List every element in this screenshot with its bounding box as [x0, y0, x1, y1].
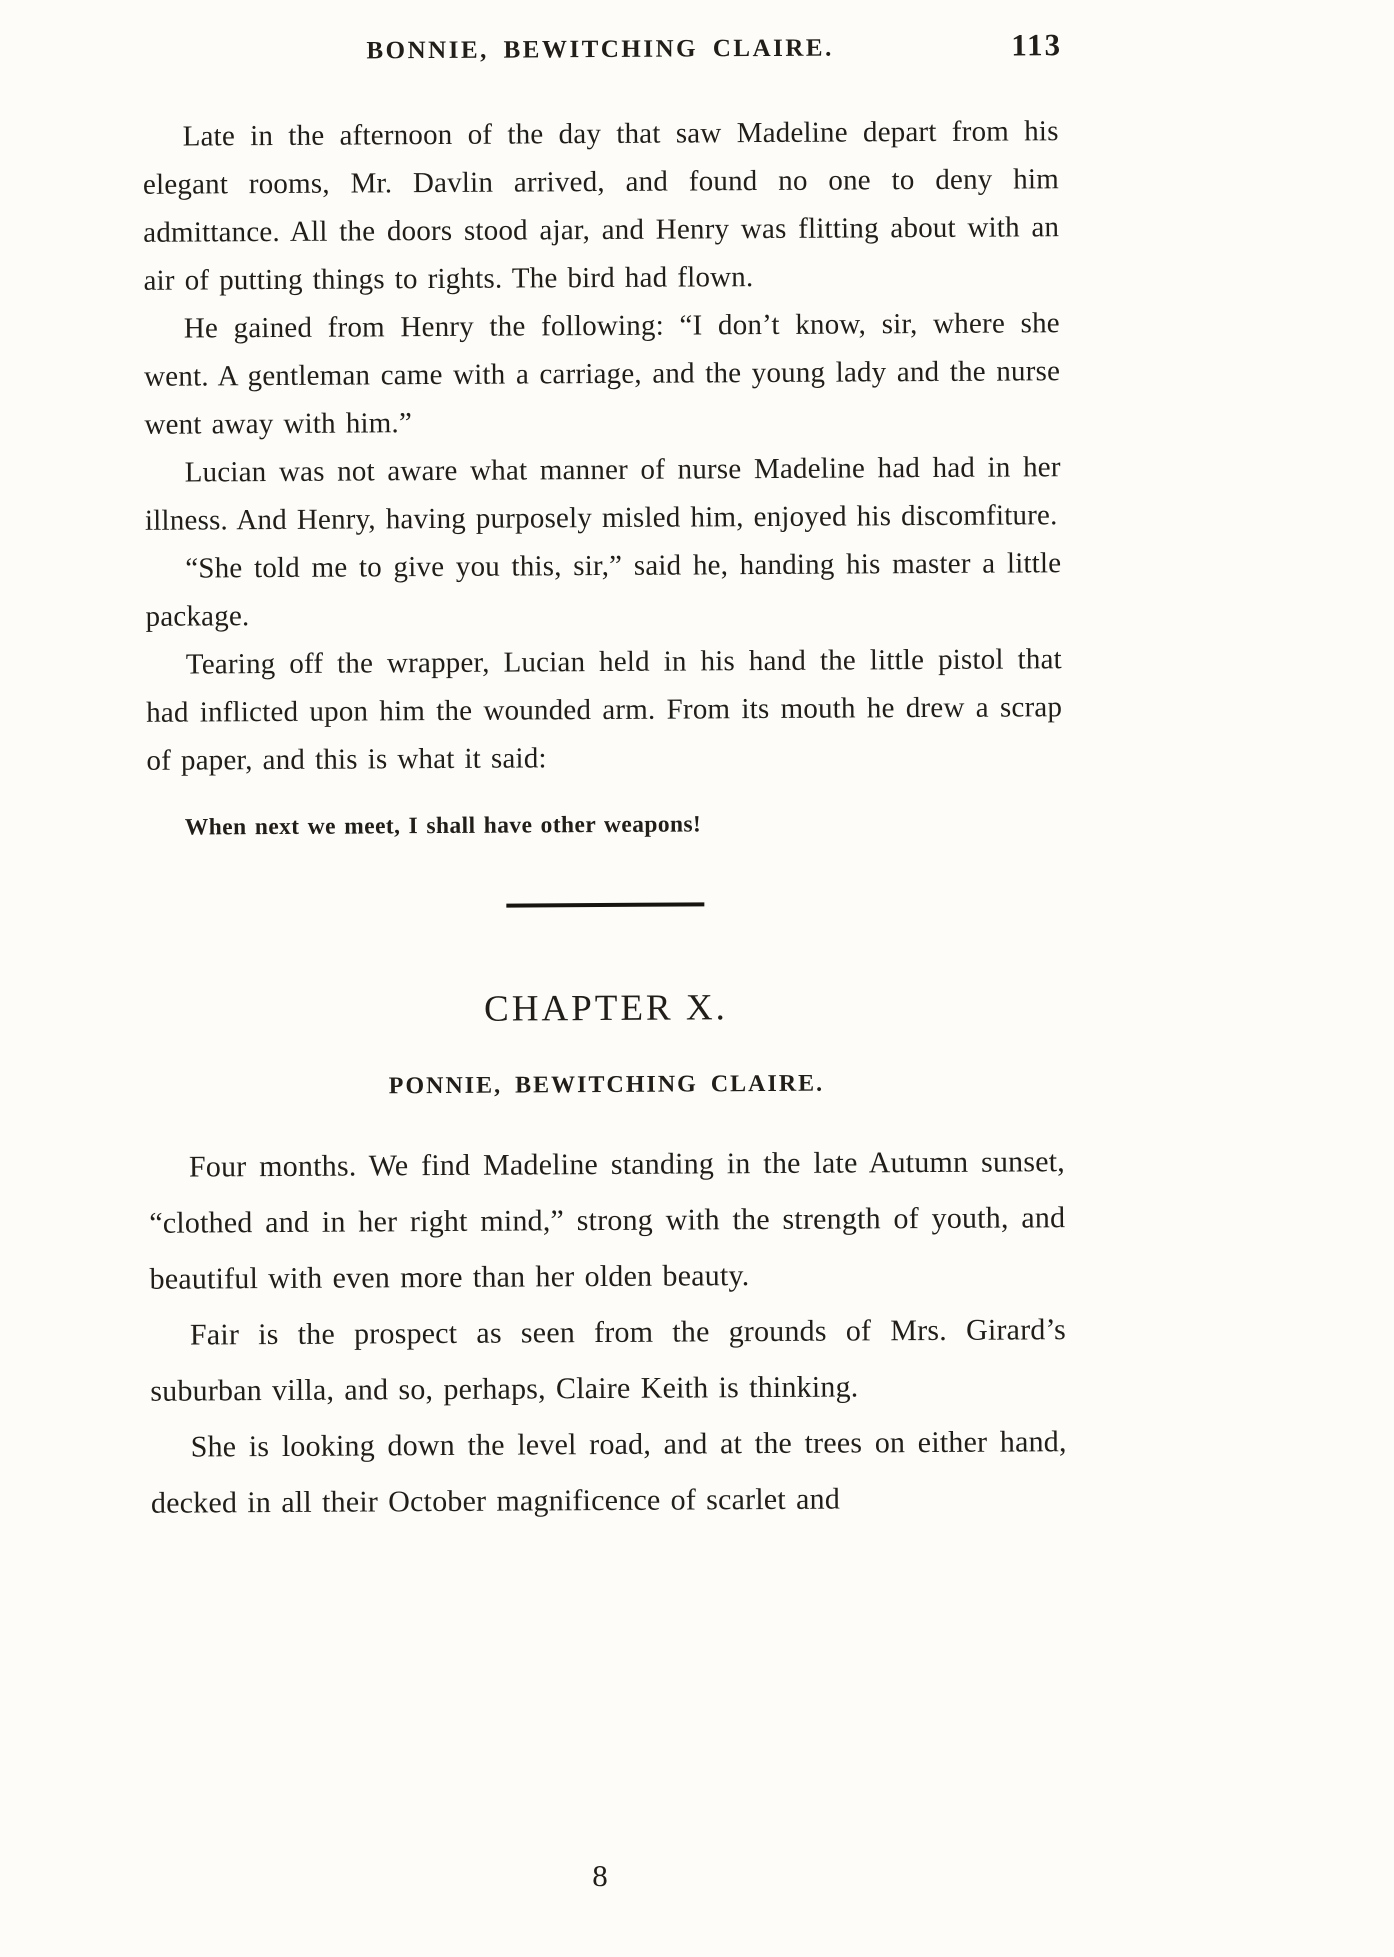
paragraph: He gained from Henry the following: “I don’t know, sir, where she went. A gentleman came with a carriage, and the young lady and the nurse went away with him.” [144, 307, 1061, 441]
paragraph: Late in the afternoon of the day that saw Madeline depart from his elegant rooms, Mr. Davlin arrived, and found no one to deny him admittance. All the doors stood ajar, and Henry was flitting about with an air of putting things to rights. The bird had flown. [142, 115, 1060, 297]
note-line: When next we meet, I shall have other weapons! [184, 811, 702, 841]
paragraph: Four months. We find Madeline standing in the late Autumn sunset, “clothed and in her right mind,” strong with the strength of youth, and beautiful with even more than her olden beauty. [149, 1145, 1066, 1296]
chapter-subtitle: PONNIE, BEWITCHING CLAIRE. [388, 1070, 825, 1100]
text-block [142, 27, 1067, 1532]
paragraph: Lucian was not aware what manner of nurse Madeline had had in her illness. And Henry, having purposely misled him, enjoyed his discomfiture. [144, 451, 1061, 537]
page-body [142, 107, 1067, 1532]
chapter-heading: CHAPTER X. [483, 987, 729, 1030]
paragraph: Fair is the prospect as seen from the grounds of Mrs. Girard’s suburban villa, and so, perhaps, Claire Keith is thinking. [150, 1313, 1067, 1408]
section-divider-rule [506, 902, 704, 907]
running-title: BONNIE, BEWITCHING CLAIRE. [366, 34, 834, 65]
page-number: 113 [1011, 27, 1063, 63]
paragraph: Tearing off the wrapper, Lucian held in his hand the little pistol that had inflicted upon him the wounded arm. From its mouth he drew a scrap of paper, and this is what it said: [146, 643, 1063, 777]
signature-mark: 8 [592, 1858, 608, 1893]
paragraph: She is looking down the level road, and at the trees on either hand, decked in all their October magnificence of scarlet and [150, 1425, 1067, 1520]
running-header [142, 27, 1063, 73]
paragraph: “She told me to give you this, sir,” said he, handing his master a little package. [145, 547, 1062, 633]
